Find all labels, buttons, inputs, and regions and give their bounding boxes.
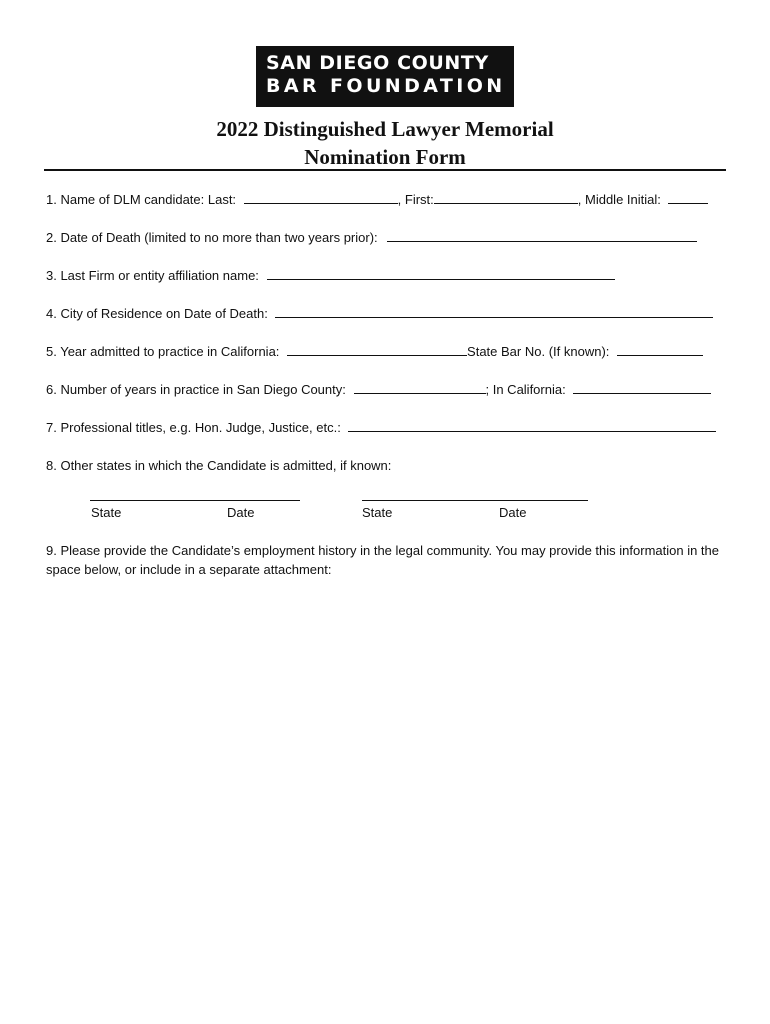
city-of-residence-field[interactable] xyxy=(275,306,713,318)
q7-label: 7. Professional titles, e.g. Hon. Judge, Justice, etc.: xyxy=(46,420,341,435)
question-8 xyxy=(46,458,391,474)
question-1 xyxy=(46,192,708,208)
last-firm-field[interactable] xyxy=(267,268,615,280)
form-title-line-1: 2022 Distinguished Lawyer Memorial xyxy=(216,117,554,141)
question-3 xyxy=(46,268,615,284)
q1-middle-label: , Middle Initial: xyxy=(577,192,661,207)
question-2 xyxy=(46,230,697,246)
question-9: 9. Please provide the Candidate’s employment history in the legal community. You may provide this information in the space below, or include in a separate attachment: xyxy=(46,543,719,577)
logo-line-2: BAR FOUNDATION xyxy=(266,75,506,97)
col1-state-label: State xyxy=(91,505,122,520)
other-state-1-field[interactable] xyxy=(90,500,300,501)
year-admitted-field[interactable] xyxy=(287,344,467,356)
years-california-field[interactable] xyxy=(573,382,711,394)
q6-ca-label: ; In California: xyxy=(485,382,566,397)
form-title-line-2: Nomination Form xyxy=(304,145,466,169)
first-name-field[interactable] xyxy=(434,192,578,204)
middle-initial-field[interactable] xyxy=(668,192,708,204)
question-4 xyxy=(46,306,713,322)
question-6 xyxy=(46,382,711,398)
q1-first-label: , First: xyxy=(397,192,434,207)
col2-date-label: Date xyxy=(499,505,527,520)
question-5 xyxy=(46,344,703,360)
col1-date-label: Date xyxy=(227,505,255,520)
title-divider xyxy=(44,169,726,171)
logo-line-1: SAN DIEGO COUNTY xyxy=(266,52,489,74)
q6-sd-label: 6. Number of years in practice in San Diego County: xyxy=(46,382,346,397)
question-7 xyxy=(46,420,716,436)
q2-label: 2. Date of Death (limited to no more than two years prior): xyxy=(46,230,378,245)
q8-label: 8. Other states in which the Candidate is admitted, if known: xyxy=(46,458,392,473)
q3-label: 3. Last Firm or entity affiliation name: xyxy=(46,268,259,283)
q5-bar-label: State Bar No. (If known): xyxy=(467,344,610,359)
date-of-death-field[interactable] xyxy=(387,230,697,242)
col2-state-label: State xyxy=(362,505,393,520)
foundation-logo xyxy=(256,46,514,107)
q4-label: 4. City of Residence on Date of Death: xyxy=(46,306,268,321)
professional-titles-field[interactable] xyxy=(348,420,716,432)
other-state-2-field[interactable] xyxy=(362,500,588,501)
q5-year-label: 5. Year admitted to practice in California: xyxy=(46,344,280,359)
last-name-field[interactable] xyxy=(244,192,398,204)
employment-history-area[interactable] xyxy=(46,590,726,990)
state-bar-number-field[interactable] xyxy=(617,344,703,356)
q1-last-label: 1. Name of DLM candidate: Last: xyxy=(46,192,237,207)
years-san-diego-field[interactable] xyxy=(354,382,486,394)
